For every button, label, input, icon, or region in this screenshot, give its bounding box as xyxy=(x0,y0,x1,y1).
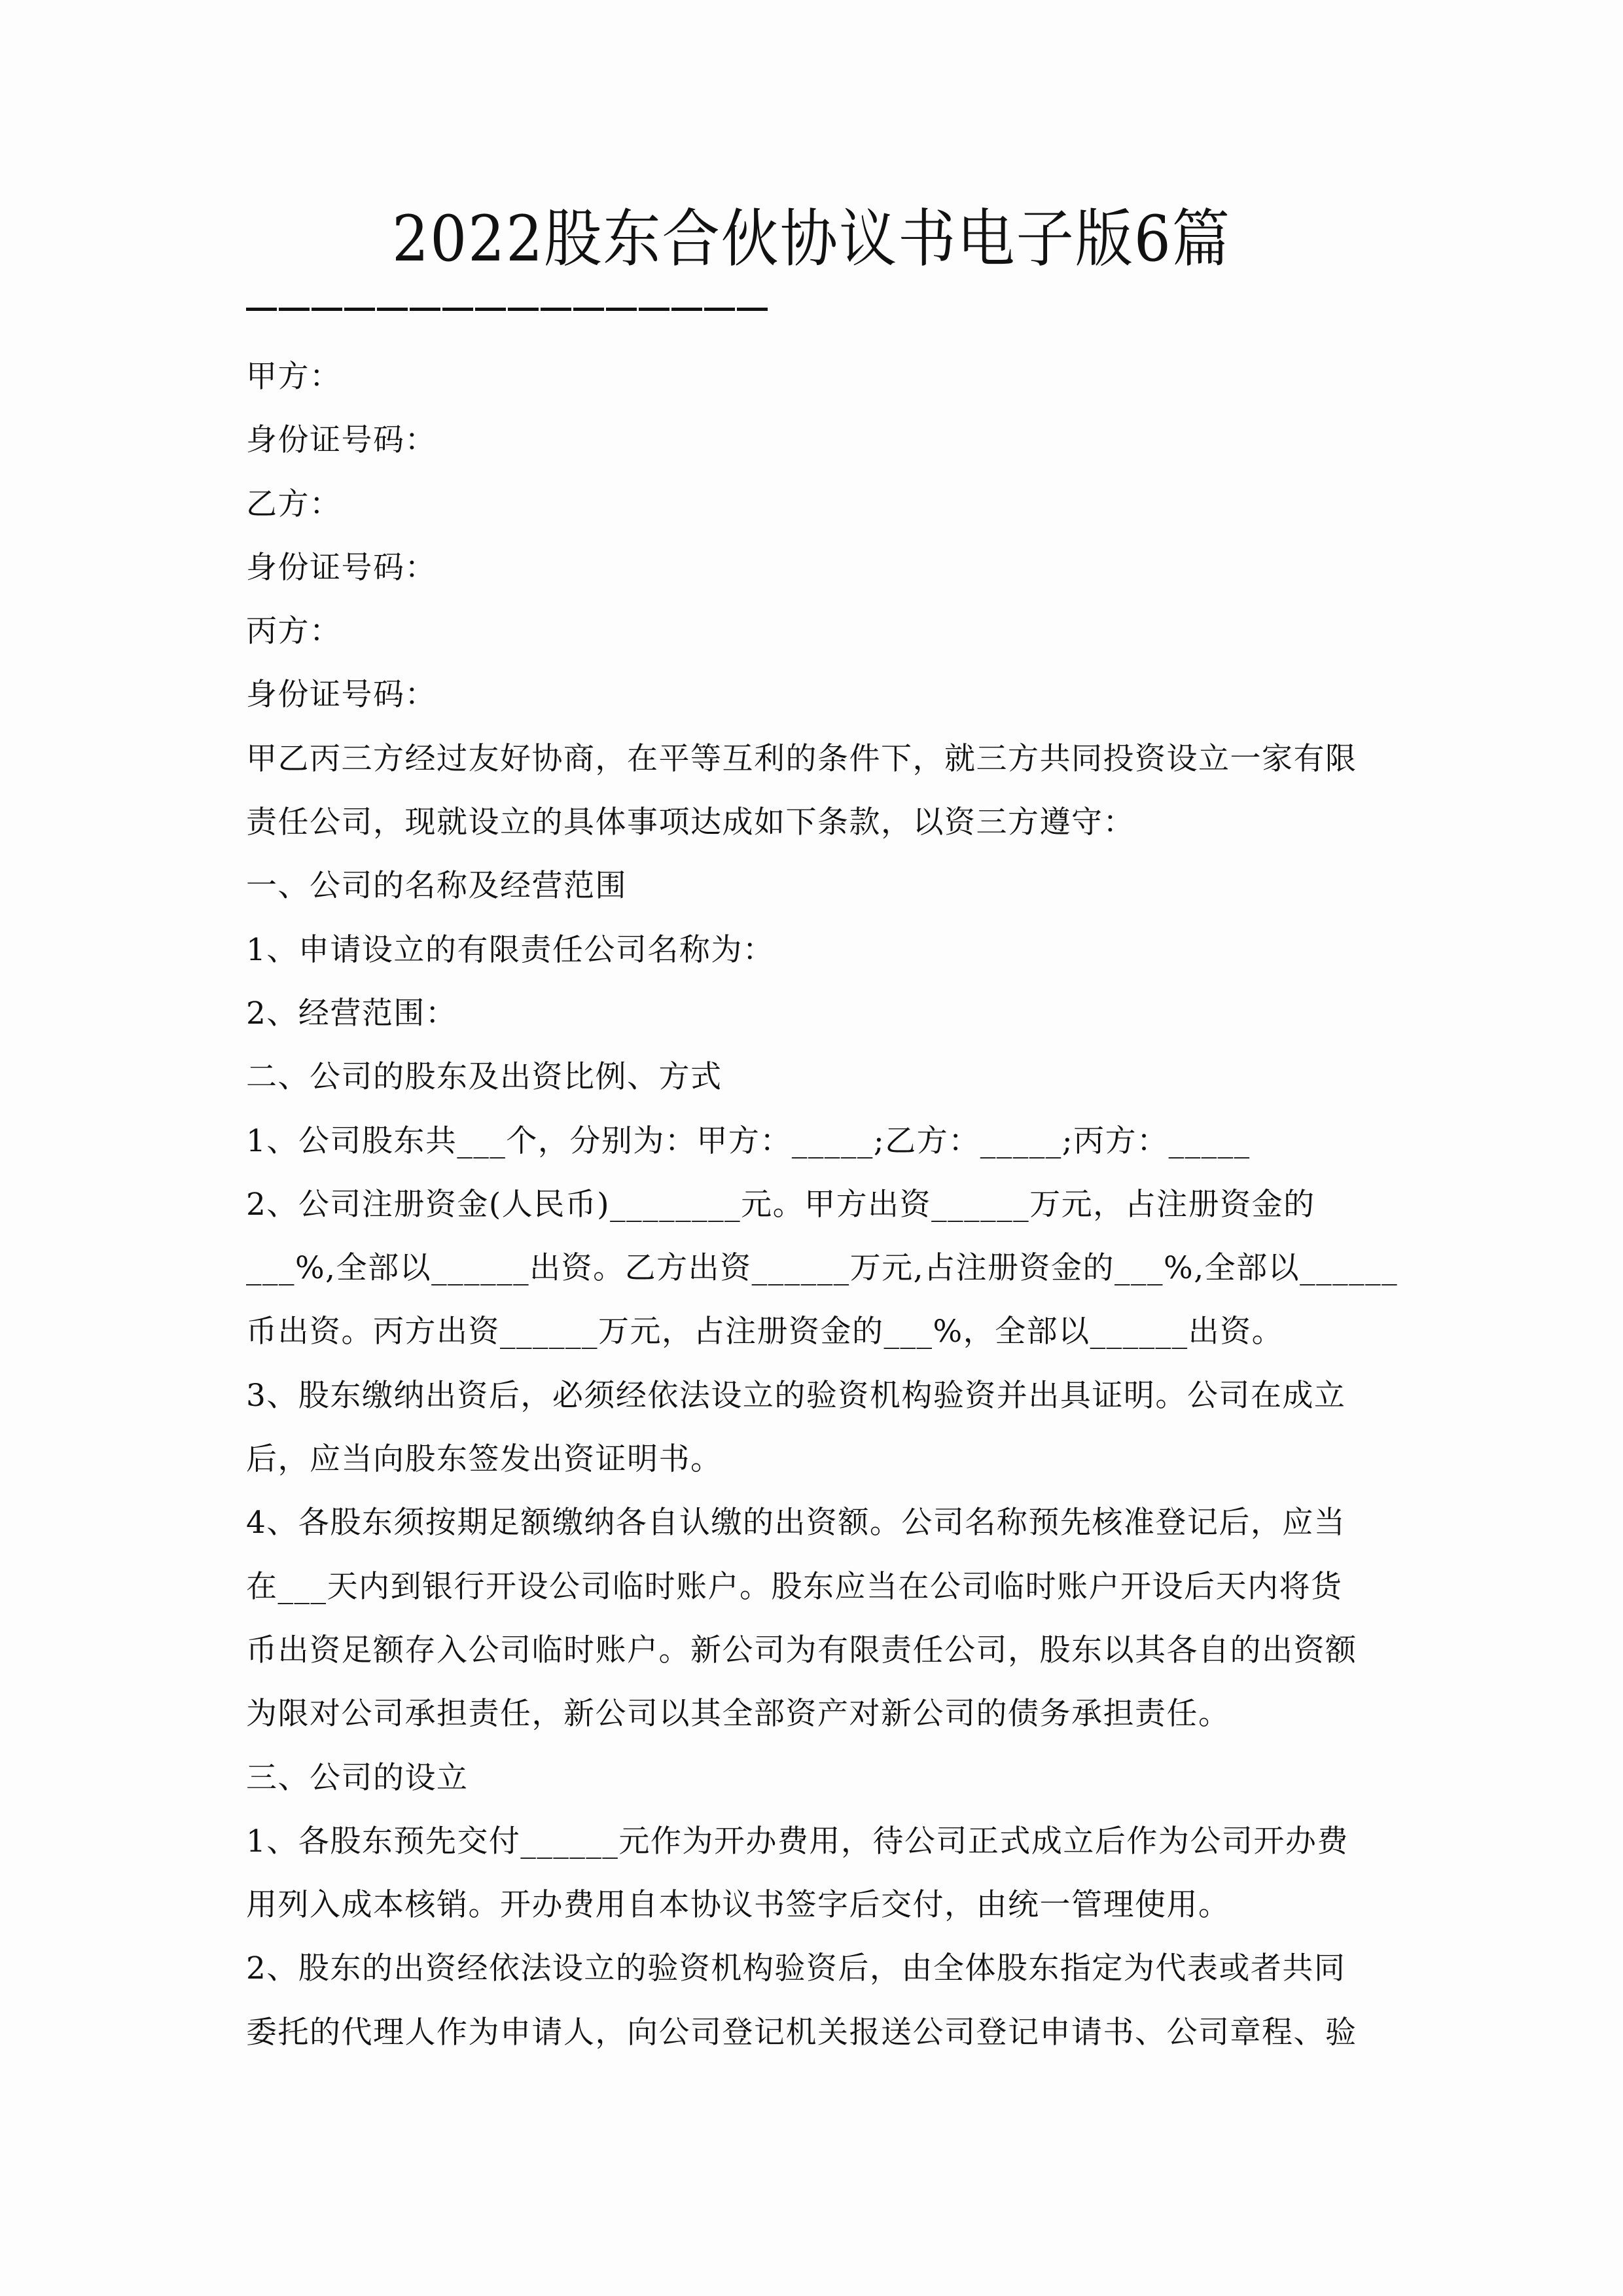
section-heading-2: 二、公司的股东及出资比例、方式 xyxy=(246,1059,722,1096)
clause-line: 2、经营范围： xyxy=(246,995,457,1031)
section-heading-3: 三、公司的设立 xyxy=(246,1759,469,1796)
clause-line: 4、各股东须按期足额缴纳各自认缴的出资额。公司名称预先核准登记后，应当 xyxy=(246,1505,1346,1541)
party-b-id-label: 身份证号码： xyxy=(246,549,437,586)
party-b-label: 乙方： xyxy=(246,486,342,522)
document-title: 2022股东合伙协议书电子版6篇 xyxy=(392,202,1231,276)
clause-line: 3、股东缴纳出资后，必须经依法设立的验资机构验资并出具证明。公司在成立 xyxy=(246,1377,1346,1414)
document-body xyxy=(246,357,1399,2076)
clause-line: 委托的代理人作为申请人，向公司登记机关报送公司登记申请书、公司章程、验 xyxy=(246,2014,1357,2051)
preamble-line: 责任公司，现就设立的具体事项达成如下条款，以资三方遵守： xyxy=(246,804,1135,841)
clause-line: 用列入成本核销。开办费用自本协议书签字后交付，由统一管理使用。 xyxy=(246,1887,1230,1924)
preamble-line: 甲乙丙三方经过友好协商，在平等互利的条件下，就三方共同投资设立一家有限 xyxy=(246,740,1357,777)
clause-line: 1、各股东预先交付______元作为开办费用，待公司正式成立后作为公司开办费 xyxy=(246,1823,1349,1859)
party-a-label: 甲方： xyxy=(246,359,342,395)
clause-line: ___%,全部以______出资。乙方出资______万元,占注册资金的___%,全部以______ xyxy=(246,1250,1399,1287)
clause-line: 在___天内到银行开设公司临时账户。股东应当在公司临时账户开设后天内将货 xyxy=(246,1568,1343,1605)
section-heading-1: 一、公司的名称及经营范围 xyxy=(246,868,627,905)
party-c-id-label: 身份证号码： xyxy=(246,677,437,713)
clause-line: 1、公司股东共___个，分别为：甲方：_____;乙方：_____;丙方：_____ xyxy=(246,1122,1251,1159)
party-c-label: 丙方： xyxy=(246,613,342,650)
clause-line: 2、股东的出资经依法设立的验资机构验资后，由全体股东指定为代表或者共同 xyxy=(246,1950,1346,1987)
title-separator-rule xyxy=(246,308,770,311)
clause-line: 后，应当向股东签发出资证明书。 xyxy=(246,1441,722,1478)
clause-line: 币出资足额存入公司临时账户。新公司为有限责任公司，股东以其各自的出资额 xyxy=(246,1632,1357,1668)
clause-line: 币出资。丙方出资______万元，占注册资金的___%，全部以______出资。 xyxy=(246,1314,1284,1350)
clause-line: 为限对公司承担责任，新公司以其全部资产对新公司的债务承担责任。 xyxy=(246,1696,1230,1732)
clause-line: 2、公司注册资金(人民币)________元。甲方出资______万元，占注册资金的 xyxy=(246,1186,1315,1223)
party-a-id-label: 身份证号码： xyxy=(246,422,437,459)
clause-line: 1、申请设立的有限责任公司名称为： xyxy=(246,931,775,968)
